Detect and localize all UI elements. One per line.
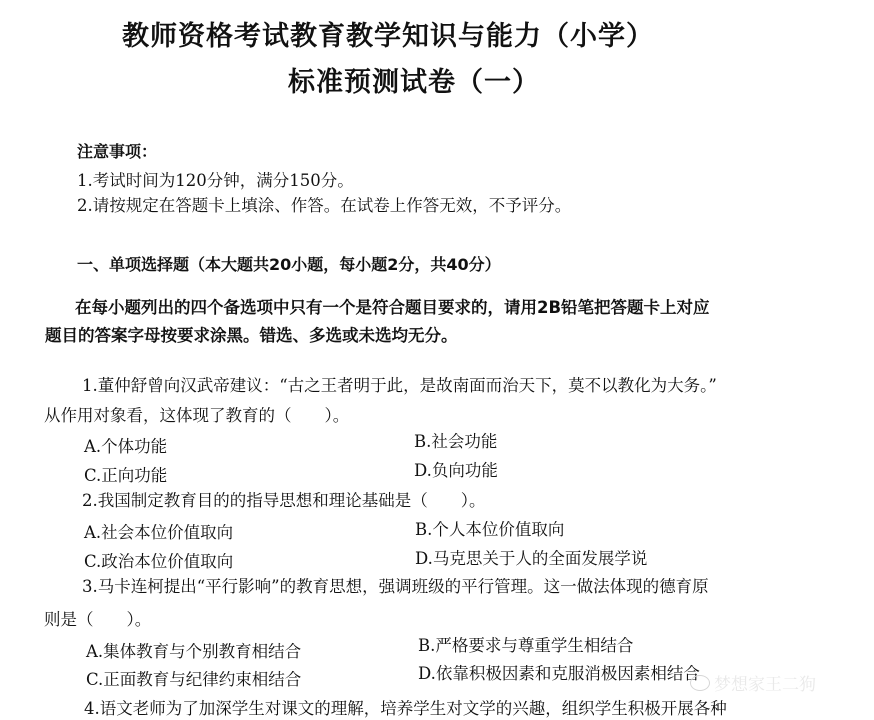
- exam-subtitle: 标准预测试卷（一）: [288, 67, 540, 98]
- watermark-text: 梦想家王二狗: [714, 675, 816, 695]
- section-instruction: 题目的答案字母按要求涂黑。错选、多选或未选均无分。: [45, 326, 458, 345]
- question-3-text: 3.马卡连柯提出“平行影响”的教育思想，强调班级的平行管理。这一做法体现的德育原: [82, 577, 709, 596]
- section-instruction: 在每小题列出的四个备选项中只有一个是符合题目要求的，请用2B铅笔把答题卡上对应: [75, 298, 710, 317]
- question-3-option-c: C.正面教育与纪律约束相结合: [86, 670, 302, 689]
- question-4-text: 4.语文老师为了加深学生对课文的理解，培养学生对文学的兴趣，组织学生积极开展各种: [84, 699, 727, 718]
- question-1-option-a: A.个体功能: [84, 437, 168, 456]
- notice-heading: 注意事项：: [77, 142, 158, 161]
- question-1-text-cont: 从作用对象看，这体现了教育的（ ）。: [44, 406, 350, 425]
- question-3-option-b: B.严格要求与尊重学生相结合: [418, 636, 634, 655]
- question-1-text: 1.董仲舒曾向汉武帝建议：“古之王者明于此，是故南面而治天下，莫不以教化为大务。”: [82, 376, 717, 395]
- question-3-option-a: A.集体教育与个别教育相结合: [86, 642, 302, 661]
- question-1-option-c: C.正向功能: [84, 466, 168, 485]
- watermark: [690, 670, 816, 695]
- question-1-option-d: D.负向功能: [414, 461, 498, 480]
- notice-item: 2.请按规定在答题卡上填涂、作答。在试卷上作答无效，不予评分。: [77, 196, 572, 215]
- question-3-option-d: D.依靠积极因素和克服消极因素相结合: [418, 664, 700, 683]
- question-2-option-d: D.马克思关于人的全面发展学说: [415, 549, 648, 568]
- notice-item: 1.考试时间为120分钟，满分150分。: [77, 171, 354, 190]
- question-3-text-cont: 则是（ ）。: [44, 610, 152, 629]
- question-2-option-c: C.政治本位价值取向: [84, 552, 234, 571]
- section-heading: 一、单项选择题（本大题共20小题，每小题2分，共40分）: [77, 255, 501, 274]
- exam-title: 教师资格考试教育教学知识与能力（小学）: [122, 21, 654, 52]
- question-2-text: 2.我国制定教育目的的指导思想和理论基础是（ ）。: [82, 491, 486, 510]
- question-2-option-b: B.个人本位价值取向: [415, 520, 565, 539]
- chat-bubble-icon: [690, 675, 710, 691]
- question-1-option-b: B.社会功能: [414, 432, 498, 451]
- question-2-option-a: A.社会本位价值取向: [84, 523, 234, 542]
